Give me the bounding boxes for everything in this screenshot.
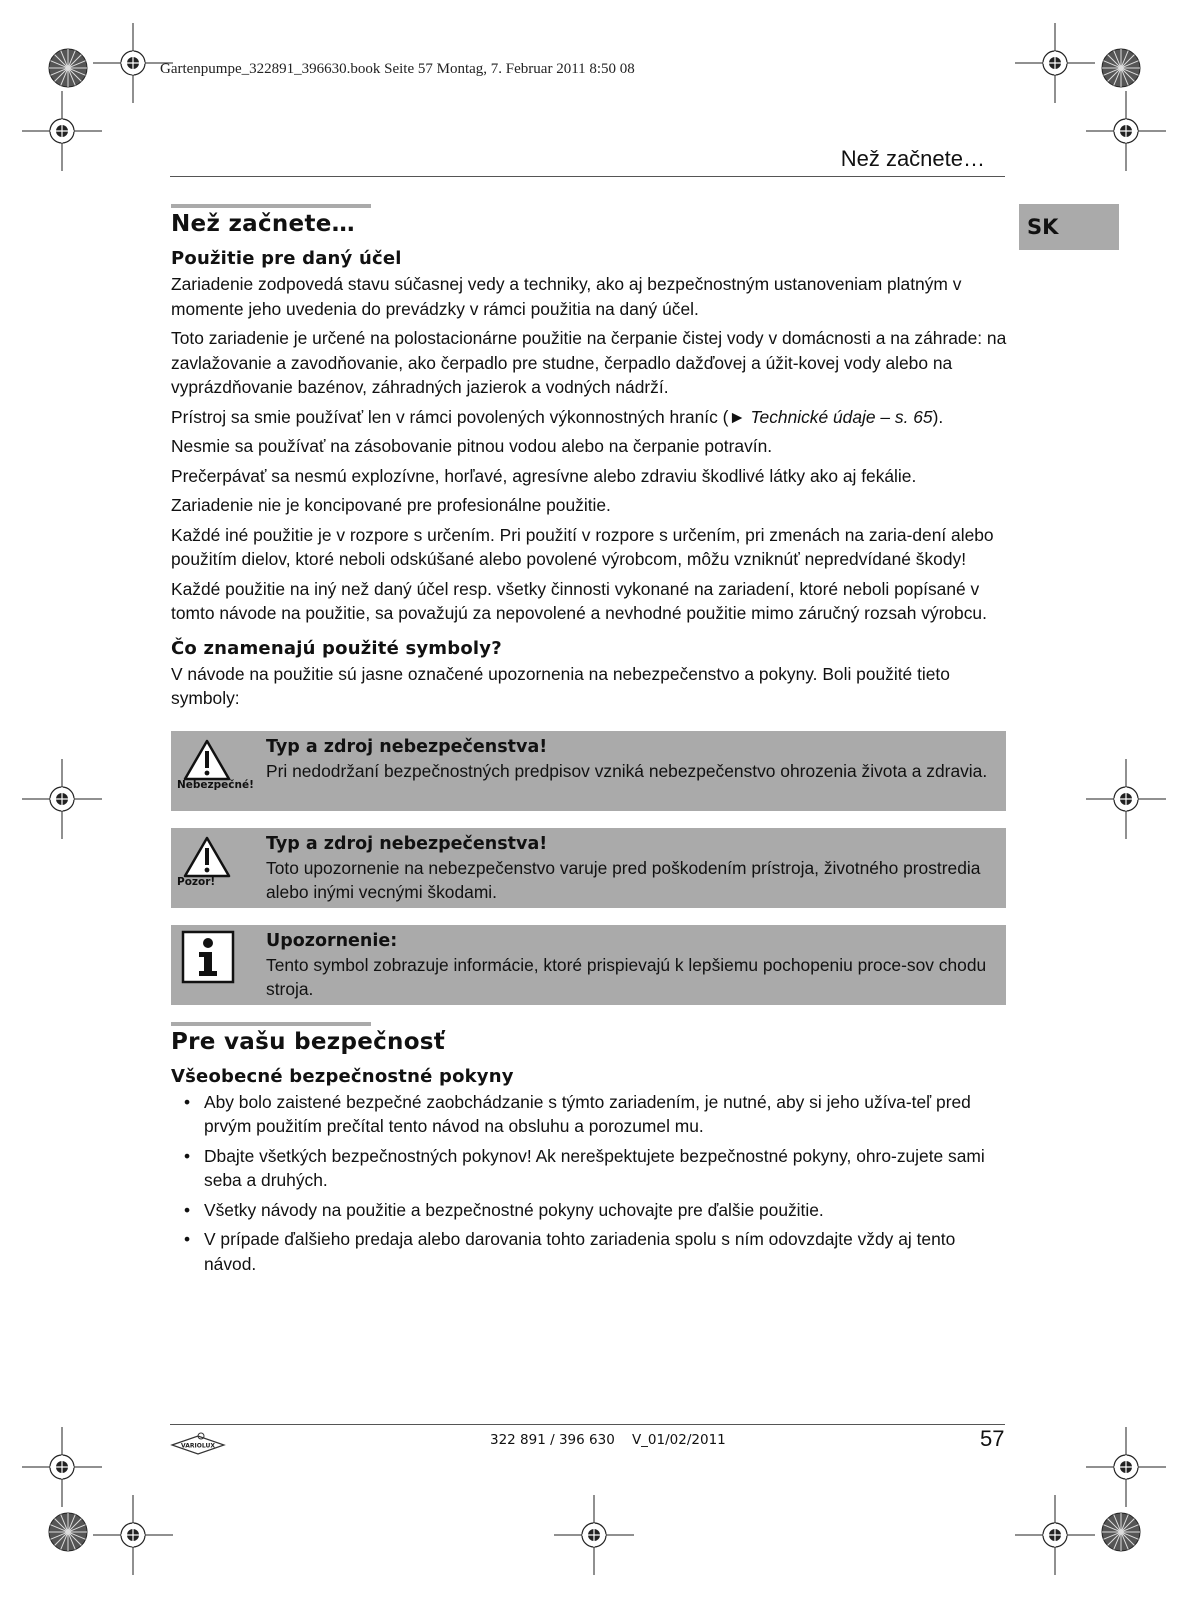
warning-triangle-icon xyxy=(177,735,253,807)
list-item: • Všetky návody na použitie a bezpečnostné pokyny uchovajte pre ďalšie použitie. xyxy=(171,1198,1007,1223)
subsection-title: Všeobecné bezpečnostné pokyny xyxy=(171,1065,514,1087)
section-title: Pre vašu bezpečnosť xyxy=(171,1028,446,1055)
notice-title: Typ a zdroj nebezpečenstva! xyxy=(266,833,548,854)
safety-list xyxy=(171,1090,1007,1277)
notice-text xyxy=(266,735,1000,784)
notice-body: Toto upozornenie na nebezpečenstvo varuje pred poškodením prístroja, životného prostredia alebo inými vecnými škodami. xyxy=(266,857,981,902)
notice-title: Typ a zdroj nebezpečenstva! xyxy=(266,736,548,757)
danger-notice xyxy=(171,731,1006,811)
cross-reference-link[interactable]: Technické údaje – s. 65 xyxy=(750,406,933,427)
page-number: 57 xyxy=(980,1426,1005,1451)
paragraph: Zariadenie zodpovedá stavu súčasnej vedy a techniky, ako aj bezpečnostným ustanoveniam platným v momente jeho uvedenia do prevádzky v rámci použitia na daný účel. xyxy=(171,274,962,319)
notice-label: Pozor! xyxy=(177,875,216,888)
header-rule xyxy=(170,176,1005,177)
section-title: Než začnete… xyxy=(171,211,355,237)
footer-rule xyxy=(170,1424,1005,1425)
info-notice xyxy=(171,925,1006,1005)
paragraph: V návode na použitie sú jasne označené upozornenia na nebezpečenstvo a pokyny. Boli použité tieto symboly: xyxy=(171,663,950,708)
caution-notice xyxy=(171,828,1006,908)
footer-code: 322 891 / 396 630 V_01/02/2011 xyxy=(490,1432,726,1448)
info-icon xyxy=(177,929,253,1001)
paragraph: Zariadenie nie je koncipované pre profesionálne použitie. xyxy=(171,495,611,515)
notice-body: Pri nedodržaní bezpečnostných predpisov vzniká nebezpečenstvo ohrozenia života a zdravia. xyxy=(266,760,988,781)
notice-text xyxy=(266,929,1000,1002)
main-content xyxy=(171,204,1007,1281)
notice-label: Nebezpečné! xyxy=(177,778,254,791)
list-item: • Aby bolo zaistené bezpečné zaobchádzanie s týmto zariadením, je nutné, aby si jeho užíva-teľ pred prvým použitím prečítal tento návod na obsluhu a porozumel mu. xyxy=(171,1090,1007,1139)
print-header: Gartenpumpe_322891_396630.book Seite 57 Montag, 7. Februar 2011 8:50 08 xyxy=(160,61,635,77)
subsection-title: Čo znamenajú použité symboly? xyxy=(171,637,502,659)
paragraph: Každé iné použitie je v rozpore s určením. Pri použití v rozpore s určením, pri zmenách na zaria-dení alebo použitím dielov, ktoré neboli odskúšané alebo povolené výrobcom, môžu vzniknúť nepredvídané škody! xyxy=(171,524,994,569)
page-header: Než začnete… xyxy=(840,146,985,171)
paragraph-text: Prístroj sa smie používať len v rámci povolených výkonnostných hraníc (► xyxy=(171,406,751,427)
paragraph: Prečerpávať sa nesmú explozívne, horľavé, agresívne alebo zdraviu škodlivé látky ako aj fekálie. xyxy=(171,465,917,486)
variolux-logo xyxy=(170,1428,226,1458)
notice-title: Upozornenie: xyxy=(266,930,398,951)
list-item: • V prípade ďalšieho predaja alebo darovania tohto zariadenia spolu s ním odovzdajte vždy aj tento návod. xyxy=(171,1227,1007,1276)
paragraph: Nesmie sa používať na zásobovanie pitnou vodou alebo na čerpanie potravín. xyxy=(171,436,773,456)
language-tab: SK xyxy=(1019,204,1119,250)
subsection-title: Použitie pre daný účel xyxy=(171,248,402,269)
section-bar xyxy=(171,1022,371,1026)
paragraph-with-reference xyxy=(171,405,1007,430)
warning-triangle-icon xyxy=(177,832,253,904)
paragraph: Toto zariadenie je určené na polostacionárne použitie na čerpanie čistej vody v domácnosti a na záhrade: na zavlažovanie a zavodňovanie, ako čerpadlo pre studne, čerpadlo dažďovej a úžit-kovej vody alebo na vyprázdňovanie bazénov, záhradných jazierok a vodných nádrží. xyxy=(171,328,1007,397)
notice-text xyxy=(266,832,1000,905)
list-item: • Dbajte všetkých bezpečnostných pokynov! Ak nerešpektujete bezpečnostné pokyny, ohro-zujete sami seba a druhých. xyxy=(171,1144,1007,1193)
paragraph-text: ). xyxy=(932,406,944,427)
logo-text: VARIOLUX xyxy=(181,1442,215,1450)
paragraph: Každé použitie na iný než daný účel resp. všetky činnosti vykonané na zariadení, ktoré neboli popísané v tomto návode na použitie, sa považujú za nepovolené a nevhodné použitie mimo záručný rozsah výrobcu. xyxy=(171,578,987,623)
notice-body: Tento symbol zobrazuje informácie, ktoré prispievajú k lepšiemu pochopeniu proce-sov chodu stroja. xyxy=(266,954,987,999)
section-bar xyxy=(171,204,371,208)
